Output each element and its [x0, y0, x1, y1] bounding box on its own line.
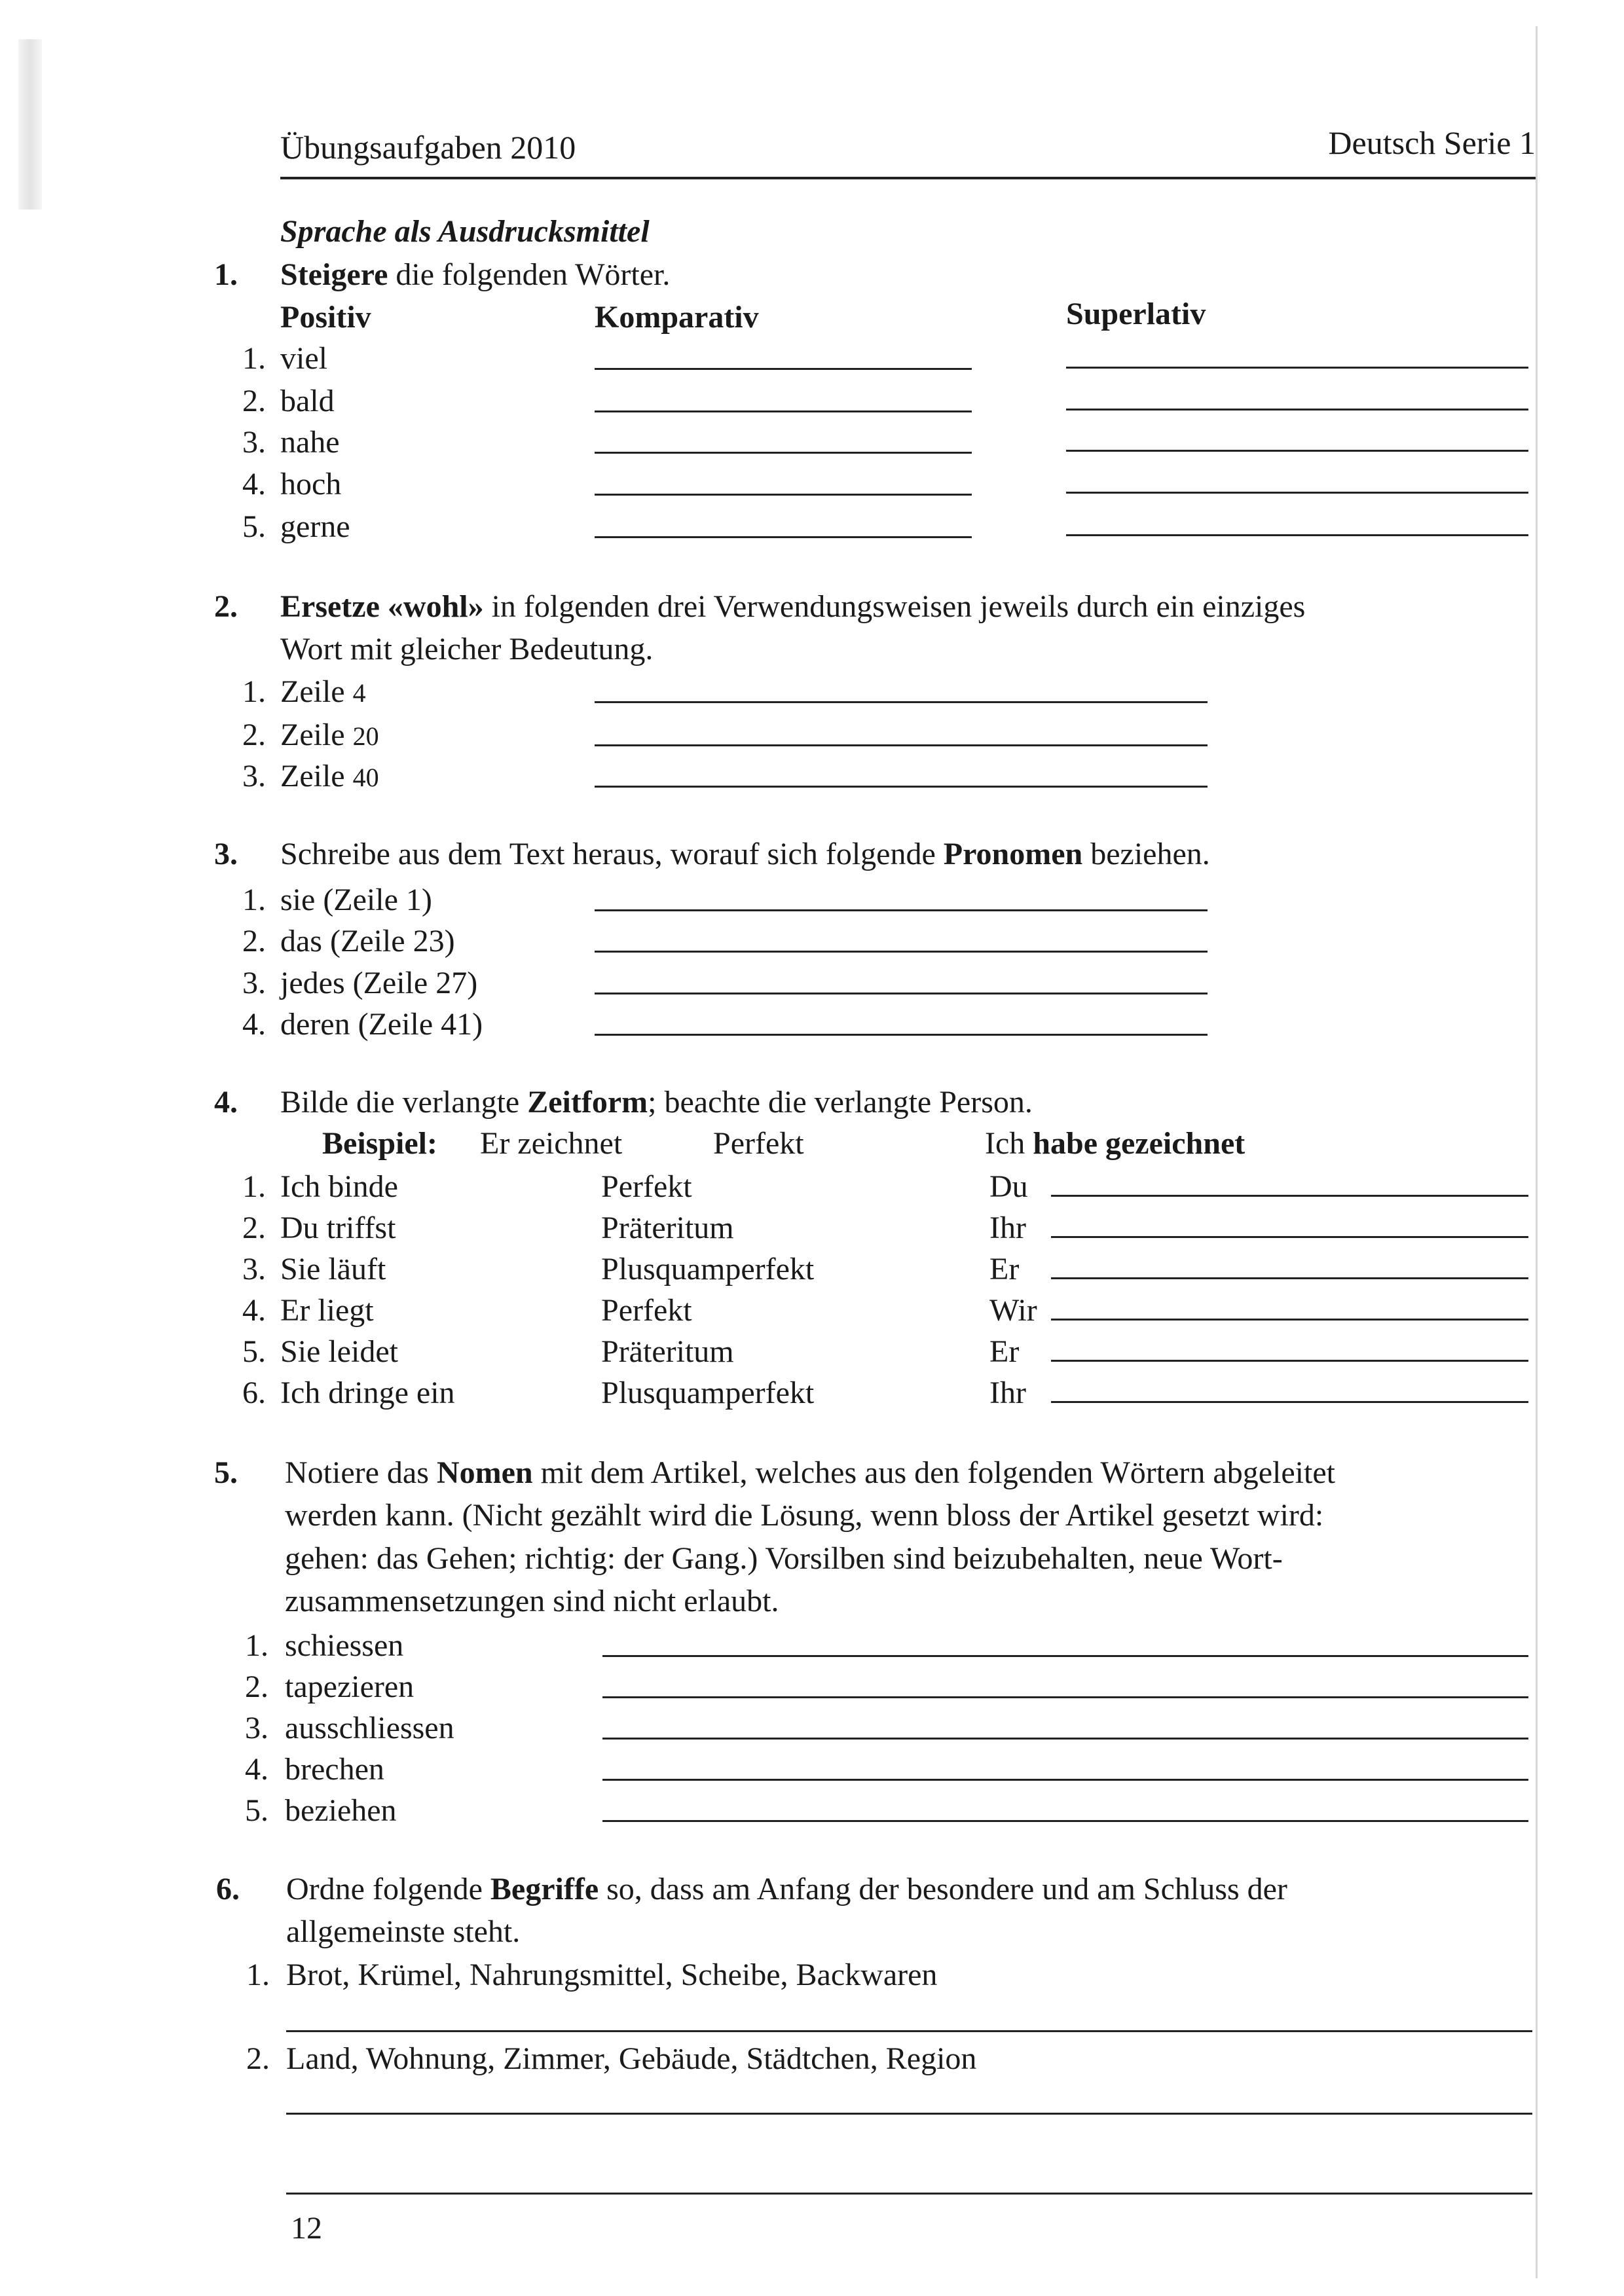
item-number: 4.: [242, 1293, 266, 1328]
q2-text-line2: Wort mit gleicher Bedeutung.: [280, 632, 654, 666]
answer-line-komparativ[interactable]: [595, 368, 972, 370]
q2-keyword: Ersetze «wohl»: [280, 589, 484, 624]
col-superlativ: Superlativ: [1066, 297, 1206, 331]
item-word: ausschliessen: [285, 1711, 454, 1745]
example-label: Beispiel:: [322, 1126, 437, 1161]
answer-line-komparativ[interactable]: [595, 536, 972, 538]
answer-line[interactable]: [602, 1820, 1528, 1822]
q6-keyword: Begriffe: [490, 1872, 599, 1906]
q5-instruction: [285, 1453, 1335, 1493]
q3-number: 3.: [214, 837, 238, 871]
item-zeile: [280, 716, 379, 756]
item-number: 2.: [242, 718, 266, 752]
item-word: tapezieren: [285, 1669, 415, 1704]
answer-line[interactable]: [595, 951, 1208, 953]
q3-keyword: Pronomen: [943, 837, 1083, 871]
item-verb: Ich binde: [280, 1169, 398, 1204]
q4-instruction: [280, 1083, 1033, 1122]
answer-line[interactable]: [602, 1738, 1528, 1740]
q5-text: Notiere das: [285, 1455, 437, 1490]
q1-keyword: Steigere: [280, 257, 388, 292]
answer-line-superlativ[interactable]: [1066, 492, 1528, 494]
item-number: 4.: [242, 1007, 266, 1042]
example-verb: Er zeichnet: [480, 1126, 623, 1161]
q5-text-end: mit dem Artikel, welches aus den folgenden Wörtern abgeleitet: [532, 1455, 1335, 1490]
q1-number: 1.: [214, 257, 238, 292]
answer-line[interactable]: [286, 2030, 1532, 2032]
item-tense: Präteritum: [601, 1334, 734, 1369]
item-number: 2.: [242, 924, 266, 958]
item-word: hoch: [280, 467, 342, 501]
item-number: 3.: [242, 1252, 266, 1286]
answer-line[interactable]: [595, 701, 1208, 703]
q5-keyword: Nomen: [436, 1455, 533, 1490]
q2-number: 2.: [214, 589, 238, 624]
q2-text: in folgenden drei Verwendungsweisen jeweils durch ein einziges: [483, 589, 1306, 624]
q1-text: die folgenden Wörter.: [388, 257, 671, 292]
col-komparativ: Komparativ: [595, 300, 759, 335]
zeile-label: Zeile: [280, 718, 353, 752]
item-tense: Plusquamperfekt: [601, 1252, 815, 1286]
scan-shadow: [18, 39, 42, 210]
item-zeile: [280, 672, 366, 713]
item-verb: Sie läuft: [280, 1252, 386, 1286]
item-number: 5.: [242, 1334, 266, 1369]
example-answer-person: Ich: [985, 1126, 1033, 1161]
example-answer: [985, 1124, 1245, 1163]
q3-text-end: beziehen.: [1082, 837, 1210, 871]
answer-line[interactable]: [602, 1655, 1528, 1657]
item-verb: Du triffst: [280, 1211, 396, 1245]
item-word: gerne: [280, 509, 350, 544]
item-pronoun: jedes (Zeile 27): [280, 966, 478, 1000]
item-number: 4.: [242, 467, 266, 501]
item-number: 3.: [242, 759, 266, 793]
answer-line[interactable]: [595, 993, 1208, 994]
q3-instruction: [280, 835, 1210, 874]
header-title: Übungsaufgaben 2010: [280, 129, 576, 166]
item-tense: Perfekt: [601, 1169, 692, 1204]
q6-number: 6.: [216, 1872, 240, 1906]
item-verb: Er liegt: [280, 1293, 374, 1328]
item-word: brechen: [285, 1752, 384, 1787]
q2-instruction: [280, 587, 1305, 627]
item-tense: Plusquamperfekt: [601, 1376, 815, 1410]
item-number: 2.: [246, 2041, 270, 2076]
zeile-number: 4: [352, 678, 366, 708]
answer-line[interactable]: [1051, 1360, 1528, 1362]
example-answer-verb: habe gezeichnet: [1033, 1126, 1246, 1161]
item-number: 4.: [245, 1752, 268, 1787]
item-number: 1.: [246, 1958, 270, 1992]
item-person: Er: [989, 1334, 1020, 1369]
item-pronoun: das (Zeile 23): [280, 924, 455, 958]
item-person: Ihr: [989, 1376, 1026, 1410]
item-word: nahe: [280, 425, 340, 460]
q5-text-line4: zusammensetzungen sind nicht erlaubt.: [285, 1584, 779, 1618]
q6-text-line2: allgemeinste steht.: [286, 1914, 521, 1949]
item-number: 5.: [245, 1793, 268, 1828]
answer-line[interactable]: [595, 744, 1208, 746]
answer-line[interactable]: [595, 909, 1208, 911]
header-series: Deutsch Serie 1: [1328, 124, 1536, 161]
item-word: schiessen: [285, 1628, 404, 1663]
answer-line[interactable]: [1051, 1195, 1528, 1197]
item-person: Er: [989, 1252, 1020, 1286]
item-number: 3.: [242, 425, 266, 460]
item-number: 2.: [245, 1669, 268, 1704]
item-number: 1.: [242, 341, 266, 376]
page-number: 12: [291, 2211, 322, 2246]
answer-line-komparativ[interactable]: [595, 410, 972, 412]
answer-line[interactable]: [602, 1779, 1528, 1781]
answer-line[interactable]: [1051, 1236, 1528, 1238]
answer-line[interactable]: [286, 2113, 1532, 2115]
item-tense: Perfekt: [601, 1293, 692, 1328]
item-number: 1.: [242, 674, 266, 709]
q5-text-line2: werden kann. (Nicht gezählt wird die Lösung, wenn bloss der Artikel gesetzt wird:: [285, 1498, 1324, 1533]
page-edge: [1536, 26, 1538, 2278]
q4-number: 4.: [214, 1085, 238, 1120]
answer-line-superlativ[interactable]: [1066, 534, 1528, 536]
item-number: 2.: [242, 384, 266, 418]
q3-text: Schreibe aus dem Text heraus, worauf sich folgende: [280, 837, 944, 871]
item-number: 6.: [242, 1376, 266, 1410]
answer-line-komparativ[interactable]: [595, 494, 972, 496]
q1-instruction: [280, 255, 670, 295]
item-word: beziehen: [285, 1793, 397, 1828]
q4-text-end: ; beachte die verlangte Person.: [648, 1085, 1033, 1120]
answer-line-superlativ[interactable]: [1066, 450, 1528, 452]
zeile-number: 40: [352, 763, 379, 792]
col-positiv: Positiv: [280, 300, 371, 335]
item-terms: Land, Wohnung, Zimmer, Gebäude, Städtchen, Region: [286, 2041, 977, 2076]
zeile-label: Zeile: [280, 674, 353, 709]
q6-instruction: [286, 1870, 1287, 1909]
answer-line-superlativ[interactable]: [1066, 409, 1528, 410]
answer-line-komparativ[interactable]: [595, 452, 972, 454]
answer-line[interactable]: [595, 1034, 1208, 1036]
item-number: 1.: [242, 1169, 266, 1204]
zeile-label: Zeile: [280, 759, 353, 793]
item-number: 5.: [242, 509, 266, 544]
q4-text: Bilde die verlangte: [280, 1085, 528, 1120]
item-person: Du: [989, 1169, 1028, 1204]
answer-line[interactable]: [595, 786, 1208, 788]
item-zeile: [280, 757, 379, 797]
q5-number: 5.: [214, 1455, 238, 1490]
answer-line[interactable]: [286, 2193, 1532, 2195]
header-rule: [280, 177, 1536, 179]
answer-line[interactable]: [1051, 1277, 1528, 1279]
q6-text: Ordne folgende: [286, 1872, 490, 1906]
item-verb: Ich dringe ein: [280, 1376, 455, 1410]
item-person: Wir: [989, 1293, 1037, 1328]
item-word: bald: [280, 384, 335, 418]
q4-keyword: Zeitform: [527, 1085, 648, 1120]
answer-line[interactable]: [1051, 1401, 1528, 1403]
item-verb: Sie leidet: [280, 1334, 398, 1369]
item-pronoun: sie (Zeile 1): [280, 883, 432, 917]
q5-text-line3: gehen: das Gehen; richtig: der Gang.) Vorsilben sind beizubehalten, neue Wort-: [285, 1541, 1283, 1576]
zeile-number: 20: [352, 721, 379, 751]
item-tense: Präteritum: [601, 1211, 734, 1245]
item-number: 1.: [245, 1628, 268, 1663]
item-word: viel: [280, 341, 327, 376]
item-number: 1.: [242, 883, 266, 917]
section-title: Sprache als Ausdrucksmittel: [280, 214, 650, 249]
answer-line[interactable]: [1051, 1319, 1528, 1321]
answer-line[interactable]: [602, 1696, 1528, 1698]
answer-line-superlativ[interactable]: [1066, 367, 1528, 369]
item-pronoun: deren (Zeile 41): [280, 1007, 483, 1042]
item-person: Ihr: [989, 1211, 1026, 1245]
item-number: 2.: [242, 1211, 266, 1245]
item-terms: Brot, Krümel, Nahrungsmittel, Scheibe, Backwaren: [286, 1958, 938, 1992]
item-number: 3.: [245, 1711, 268, 1745]
item-number: 3.: [242, 966, 266, 1000]
q6-text-end: so, dass am Anfang der besondere und am Schluss der: [599, 1872, 1287, 1906]
example-tense: Perfekt: [713, 1126, 804, 1161]
